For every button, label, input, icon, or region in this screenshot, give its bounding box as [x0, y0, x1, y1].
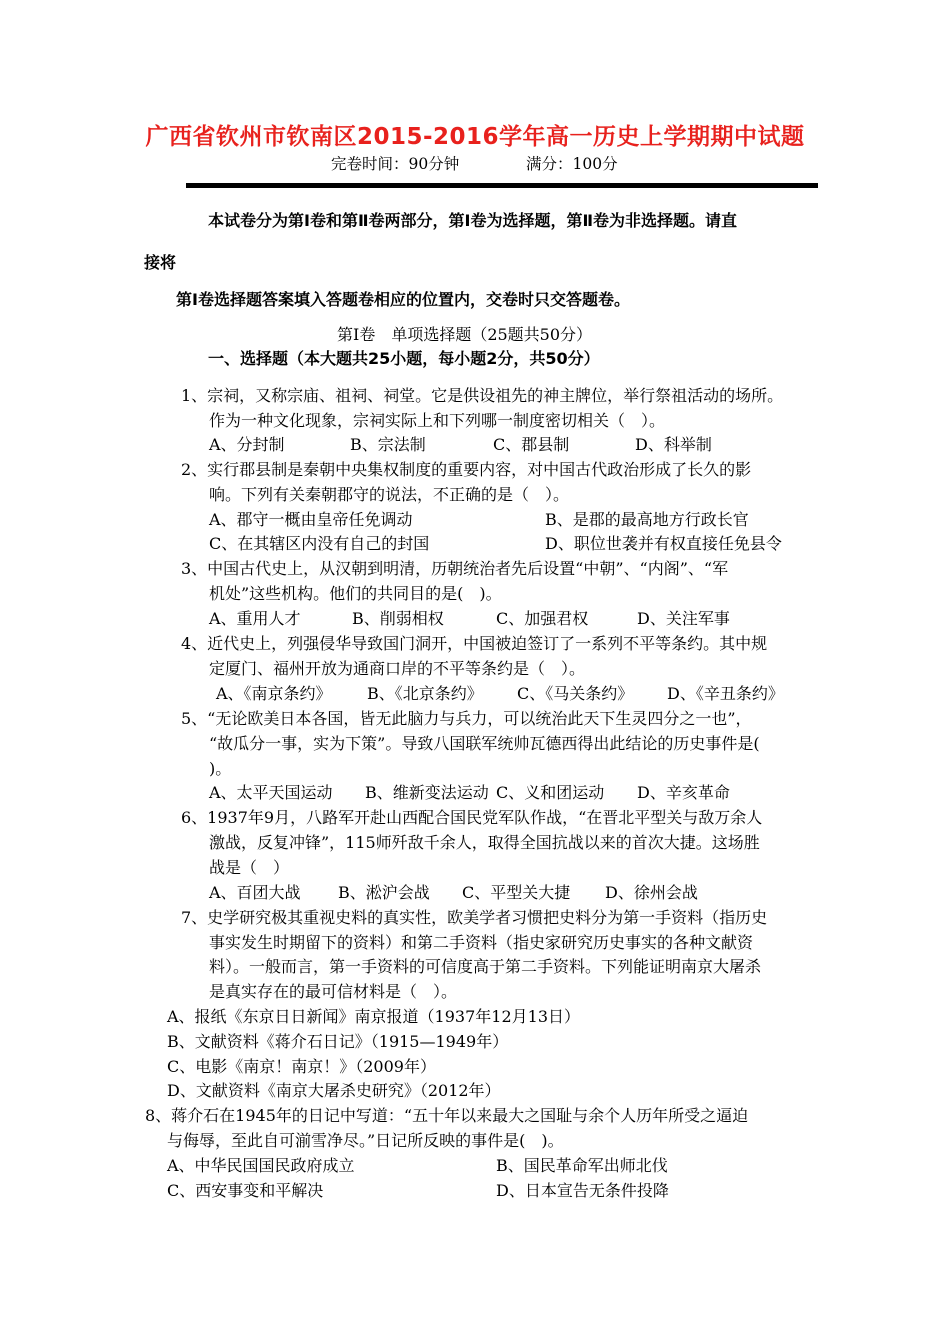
question-4-option-d: D、《辛丑条约》 [667, 684, 784, 703]
question-4-line-1: 4、近代史上，列强侵华导致国门洞开，中国被迫签订了一系列不平等条约。其中规 [181, 634, 768, 653]
question-2-line-2: 响。下列有关秦朝郡守的说法，不正确的是（ ）。 [209, 485, 570, 504]
question-5-option-d: D、辛亥革命 [637, 783, 730, 802]
question-3-option-d: D、关注军事 [637, 609, 730, 628]
question-6-option-c: C、平型关大捷 [462, 883, 571, 902]
question-8-option-a: A、中华民国国民政府成立 [167, 1156, 355, 1175]
question-7-option-d: D、文献资料《南京大屠杀史研究》（2012年） [167, 1081, 501, 1100]
question-2-option-b: B、是郡的最高地方行政长官 [545, 510, 749, 529]
exam-title: 广西省钦州市钦南区2015-2016学年高一历史上学期期中试题 [145, 124, 805, 150]
question-6-option-b: B、淞沪会战 [338, 883, 430, 902]
question-1-option-b: B、宗法制 [350, 435, 426, 454]
question-8-line-1: 8、蒋介石在1945年的日记中写道：“五十年以来最大之国耻与余个人历年所受之逼迫 [145, 1106, 749, 1125]
question-3-option-c: C、加强君权 [496, 609, 589, 628]
question-7-option-b: B、文献资料《蒋介石日记》（1915—1949年） [167, 1032, 509, 1051]
header-rule [186, 183, 818, 188]
question-7-line-2: 事实发生时期留下的资料）和第二手资料（指史家研究历史事实的各种文献资 [209, 933, 754, 952]
question-5-line-1: 5、“无论欧美日本各国，皆无此脑力与兵力，可以统治此天下生灵四分之一也”， [181, 709, 752, 728]
question-8-option-d: D、日本宣告无条件投降 [496, 1181, 669, 1200]
part-title: 第Ⅰ卷 单项选择题（25题共50分） [337, 325, 593, 344]
question-5-option-c: C、义和团运动 [496, 783, 605, 802]
question-2-option-d: D、职位世袭并有权直接任免县令 [545, 534, 782, 553]
question-1-line-1: 1、宗祠，又称宗庙、祖祠、祠堂。它是供设祖先的神主牌位，举行祭祖活动的场所。 [181, 386, 784, 405]
question-8-line-2: 与侮辱，至此自可湔雪净尽。”日记所反映的事件是( )。 [167, 1131, 564, 1150]
question-3-line-1: 3、中国古代史上，从汉朝到明清，历朝统治者先后设置“中朝”、“内阁”、“军 [181, 559, 729, 578]
question-1-option-a: A、分封制 [209, 435, 285, 454]
question-7-line-4: 是真实存在的最可信材料是（ ）。 [209, 982, 458, 1001]
question-2-line-1: 2、实行郡县制是秦朝中央集权制度的重要内容，对中国古代政治形成了长久的影 [181, 460, 752, 479]
question-8-option-c: C、西安事变和平解决 [167, 1181, 324, 1200]
question-6-line-3: 战是（ ） [209, 858, 290, 877]
question-2-option-c: C、在其辖区内没有自己的封国 [209, 534, 430, 553]
question-7-line-3: 料）。一般而言，第一手资料的可信度高于第二手资料。下列能证明南京大屠杀 [209, 957, 762, 976]
question-2-option-a: A、郡守一概由皇帝任免调动 [209, 510, 413, 529]
question-7-line-1: 7、史学研究极其重视史料的真实性，欧美学者习惯把史料分为第一手资料（指历史 [181, 908, 768, 927]
question-5-line-2: “故瓜分一事，实为下策”。导致八国联军统帅瓦德西得出此结论的历史事件是( [209, 734, 760, 753]
instruction-line-3: 第Ⅰ卷选择题答案填入答题卷相应的位置内，交卷时只交答题卷。 [176, 290, 630, 309]
question-3-option-b: B、削弱相权 [352, 609, 444, 628]
exam-time: 完卷时间：90分钟 [331, 155, 460, 173]
question-5-option-a: A、太平天国运动 [209, 783, 333, 802]
question-4-option-b: B、《北京条约》 [367, 684, 483, 703]
question-4-line-2: 定厦门、福州开放为通商口岸的不平等条约是（ ）。 [209, 659, 586, 678]
question-1-line-2: 作为一种文化现象，宗祠实际上和下列哪一制度密切相关（ ）。 [209, 411, 666, 430]
instruction-line-2: 接将 [144, 253, 177, 272]
question-8-option-b: B、国民革命军出师北伐 [496, 1156, 668, 1175]
question-6-option-d: D、徐州会战 [605, 883, 698, 902]
question-4-option-a: A、《南京条约》 [216, 684, 332, 703]
question-1-option-c: C、郡县制 [493, 435, 570, 454]
question-7-option-c: C、电影《南京！南京！》（2009年） [167, 1057, 436, 1076]
section-heading: 一、选择题（本大题共25小题，每小题2分，共50分） [208, 349, 600, 368]
question-4-option-c: C、《马关条约》 [517, 684, 634, 703]
question-3-line-2: 机处”这些机构。他们的共同目的是( )。 [209, 584, 502, 603]
question-3-option-a: A、重用人才 [209, 609, 301, 628]
instruction-line-1: 本试卷分为第Ⅰ卷和第Ⅱ卷两部分，第Ⅰ卷为选择题，第Ⅱ卷为非选择题。请直 [208, 211, 737, 230]
question-6-line-1: 6、1937年9月，八路军开赴山西配合国民党军队作战，“在晋北平型关与敌万余人 [181, 808, 763, 827]
question-5-line-3: )。 [209, 759, 232, 778]
question-6-line-2: 激战，反复冲锋”，115师歼敌千余人，取得全国抗战以来的首次大捷。这场胜 [209, 833, 760, 852]
question-6-option-a: A、百团大战 [209, 883, 301, 902]
exam-score: 满分：100分 [526, 155, 618, 173]
question-1-option-d: D、科举制 [635, 435, 712, 454]
question-7-option-a: A、报纸《东京日日新闻》南京报道（1937年12月13日） [167, 1007, 580, 1026]
question-5-option-b: B、维新变法运动 [365, 783, 489, 802]
